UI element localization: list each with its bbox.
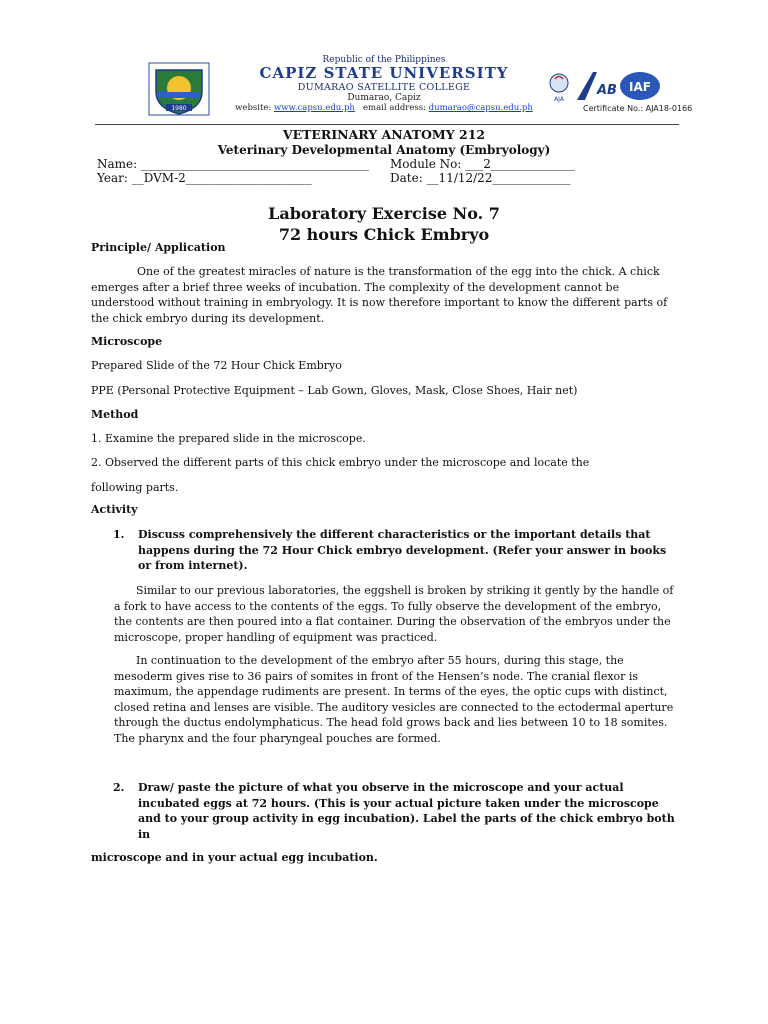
campus-name: DUMARAO SATELLITE COLLEGE	[297, 82, 471, 93]
republic-line: Republic of the Philippines	[322, 55, 446, 65]
answer-paragraph-1: Similar to our previous laboratories, the eggshell is broken by striking it gently by the handle of a fork to have access to the contents of the eggs. To fully observe the development of the embryo, the contents are then poured into a flat container. During the observation of the embryos under the microscope, proper handling of equipment was practiced.	[114, 584, 674, 644]
email-link[interactable]: dumarao@capsu.edu.ph	[428, 103, 533, 113]
name-field: Name: ______________________________________	[97, 157, 369, 171]
activity-heading: Activity	[91, 503, 138, 516]
university-name: CAPIZ STATE UNIVERSITY	[259, 64, 509, 82]
question-2	[113, 780, 678, 842]
question-1	[113, 527, 678, 574]
course-title: VETERINARY ANATOMY 212	[282, 127, 486, 142]
question-2-number: 2.	[113, 781, 125, 794]
question-1-number: 1.	[113, 528, 125, 541]
material-slide: Prepared Slide of the 72 Hour Chick Embryo	[91, 359, 342, 372]
module-field: Module No: ___2______________	[390, 157, 575, 171]
website-link[interactable]: www.capsu.edu.ph	[274, 103, 355, 113]
email-label: email address:	[363, 103, 426, 113]
svg-text:1980: 1980	[171, 105, 187, 112]
campus-address: Dumarao, Capiz	[347, 93, 421, 103]
website-label: website:	[235, 103, 272, 113]
answer-paragraph-2: In continuation to the development of the embryo after 55 hours, during this stage, the mesoderm gives rise to 36 pairs of somites in front of the Hensen’s node. The cranial flexor is maximum, the appendage rudiments are present. In terms of the eyes, the optic cups with distinct, closed retina and lenses are visible. The auditory vesicles are connected to the ectodermal aperture through the ductus endolymphaticus. The head fold grows back and lies between 10 to 18 somites. The pharynx and the four pharyngeal pouches are formed.	[114, 654, 674, 745]
principle-heading: Principle/ Application	[91, 241, 226, 254]
method-step-1: 1. Examine the prepared slide in the microscope.	[91, 432, 366, 445]
method-step-2-continued: following parts.	[91, 481, 179, 494]
lab-title	[0, 203, 768, 245]
principle-text: One of the greatest miracles of nature is the transformation of the egg into the chick. A chick emerges after a brief three weeks of incubation. The complexity of the development cannot be understood without training in embryology. It is now therefore important to know the different parts of the chick embryo during its development.	[91, 265, 668, 325]
question-1-text: Discuss comprehensively the different characteristics or the important details that happens during the 72 Hour Chick embryo development. (Refer your answer in books or from internet).	[138, 528, 667, 572]
method-heading: Method	[91, 408, 139, 421]
question-2-tail: microscope and in your actual egg incubation.	[91, 851, 378, 864]
certificate-number: Certificate No.: AJA18-0166	[583, 104, 693, 113]
svg-text:AJA: AJA	[554, 96, 564, 103]
date-field: Date: __11/12/22_____________	[390, 171, 571, 185]
lab-title-line-2: 72 hours Chick Embryo	[278, 225, 490, 244]
method-step-2: 2. Observed the different parts of this chick embryo under the microscope and locate the	[91, 456, 590, 469]
year-field: Year: __DVM-2_____________________	[97, 171, 312, 185]
header-divider	[95, 124, 679, 125]
material-ppe: PPE (Personal Protective Equipment – Lab Gown, Gloves, Mask, Close Shoes, Hair net)	[91, 384, 578, 397]
question-2-text: Draw/ paste the picture of what you observe in the microscope and your actual incubated eggs at 72 hours. (This is your actual picture taken under the microscope and to your group activity in egg incubation). Label the parts of the chick embryo both in	[138, 781, 675, 841]
svg-text:AB: AB	[597, 83, 617, 98]
certification-logos	[545, 70, 665, 104]
materials-heading: Microscope	[91, 335, 163, 348]
course-subtitle: Veterinary Developmental Anatomy (Embryology)	[217, 143, 551, 157]
lab-title-line-1: Laboratory Exercise No. 7	[268, 204, 500, 223]
svg-text:IAF: IAF	[629, 80, 651, 94]
